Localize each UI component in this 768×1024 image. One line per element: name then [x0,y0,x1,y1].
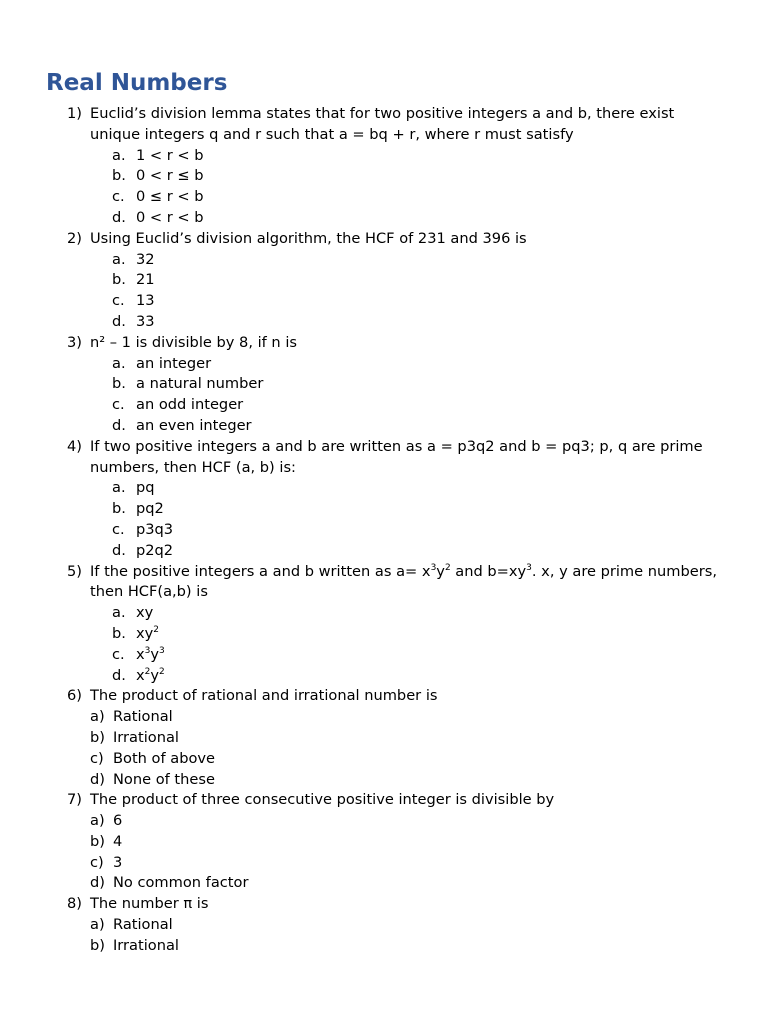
option-text: p3q3 [136,520,174,538]
option-item [90,374,728,395]
question-number: 5) [67,562,82,580]
option-letter: c) [90,853,104,871]
question-text: The product of rational and irrational number is [90,687,438,705]
option-letter: c. [112,645,125,663]
option-item [90,354,728,375]
option-text: 13 [136,292,155,310]
option-item [90,312,728,333]
option-letter: d) [90,770,105,788]
question-6 [0,686,768,790]
option-item [90,936,728,957]
option-item [90,270,728,291]
option-text: None of these [113,770,215,788]
option-letter: b) [90,728,105,746]
option-letter: d. [112,208,126,226]
option-list [90,603,728,686]
option-item [90,853,728,874]
option-text: Both of above [113,749,216,767]
option-text: 3 [113,853,123,871]
option-text: p2q2 [136,541,174,559]
option-list [90,915,728,957]
option-text: an odd integer [136,396,244,414]
option-item [90,166,728,187]
option-text: xy [136,604,154,622]
option-text: a natural number [136,375,264,393]
option-letter: a. [112,604,126,622]
question-text: n² – 1 is divisible by 8, if n is [90,333,297,351]
option-text: an integer [136,354,212,372]
option-text: pq [136,479,155,497]
option-text: Rational [113,708,173,726]
option-item [90,770,728,791]
option-text: 0 < r < b [136,208,204,226]
option-text: Irrational [113,936,179,954]
question-number: 2) [67,229,82,247]
option-text: Irrational [113,728,179,746]
option-item [90,187,728,208]
option-item [90,915,728,936]
option-item [90,811,728,832]
option-item [90,832,728,853]
option-item [90,873,728,894]
option-letter: d. [112,416,126,434]
question-4 [0,437,768,479]
option-letter: b. [112,375,126,393]
option-item [90,478,728,499]
question-8 [0,894,768,956]
question-number: 1) [67,105,82,122]
question-list [0,104,768,957]
option-item [90,208,728,229]
question-3 [0,333,768,354]
option-letter: a) [90,812,105,830]
option-text: 21 [136,271,155,289]
question-7 [0,790,768,894]
option-text: $xy^2$ [136,624,160,642]
option-letter: b) [90,936,105,954]
option-text: Rational [113,916,173,934]
option-letter: d. [112,312,126,330]
option-item [90,707,728,728]
question-number: 7) [67,791,82,809]
option-letter: a. [112,146,126,164]
option-letter: c. [112,396,125,414]
option-text: 33 [136,312,155,330]
option-letter: c. [112,188,125,206]
option-letter: b. [112,500,126,518]
option-text: $x^2y^2$ [136,666,165,684]
option-text: 0 < r ≤ b [136,167,204,185]
question-number: 4) [67,437,82,455]
question-text: The number π is [90,895,209,913]
option-text: 1 < r < b [136,146,204,164]
option-letter: c. [112,292,125,310]
option-item [90,749,728,770]
option-letter: a) [90,708,105,726]
option-text: pq2 [136,500,164,518]
option-letter: a. [112,354,126,372]
question-text: Euclid’s division lemma states that for two positive integers a and b, there exist unique integers q and r such that a = bq + r, where r must satisfy [90,105,675,143]
option-letter: c) [90,749,104,767]
option-item [90,416,728,437]
option-item [90,541,728,562]
option-list [90,250,728,333]
question-1 [0,104,768,146]
option-item [90,250,728,271]
option-list [90,707,728,790]
option-text: No common factor [113,874,249,892]
option-item [90,499,728,520]
option-letter: c. [112,520,125,538]
option-item [90,520,728,541]
option-item [90,666,728,687]
option-item [90,624,728,645]
option-letter: a. [112,250,126,268]
question-2 [0,229,768,250]
option-letter: a) [90,916,105,934]
option-item [90,645,728,666]
option-text: $x^3y^3$ [136,645,165,663]
question-5 [0,562,768,604]
option-letter: d) [90,874,105,892]
option-item [90,395,728,416]
question-number: 3) [67,333,82,351]
option-list [90,146,728,229]
option-letter: b. [112,167,126,185]
option-text: 4 [113,832,123,850]
option-list [90,478,728,561]
option-letter: b) [90,832,105,850]
question-text: If the positive integers a and b written as $a= x^3y^2$ and $b=xy^3$. x, y are prime numbers, then HCF(a,b) is [90,562,717,601]
option-letter: a. [112,479,126,497]
question-number: 8) [67,895,82,913]
question-number: 6) [67,687,82,705]
option-text: 6 [113,812,123,830]
option-item [90,146,728,167]
option-list [90,811,728,894]
option-text: 0 ≤ r < b [136,188,204,206]
question-text: Using Euclid’s division algorithm, the HCF of 231 and 396 is [90,229,527,247]
option-letter: b. [112,624,126,642]
option-list [90,354,728,437]
option-letter: d. [112,541,126,559]
option-text: an even integer [136,416,252,434]
option-item [90,291,728,312]
option-letter: b. [112,271,126,289]
question-text: If two positive integers a and b are written as a = p3q2 and b = pq3; p, q are prime numbers, then HCF (a, b) is: [90,437,703,476]
option-item [90,728,728,749]
question-text: The product of three consecutive positive integer is divisible by [90,791,555,809]
option-item [90,603,728,624]
option-letter: d. [112,666,126,684]
option-text: 32 [136,250,155,268]
page-title: Real Numbers [46,70,228,96]
